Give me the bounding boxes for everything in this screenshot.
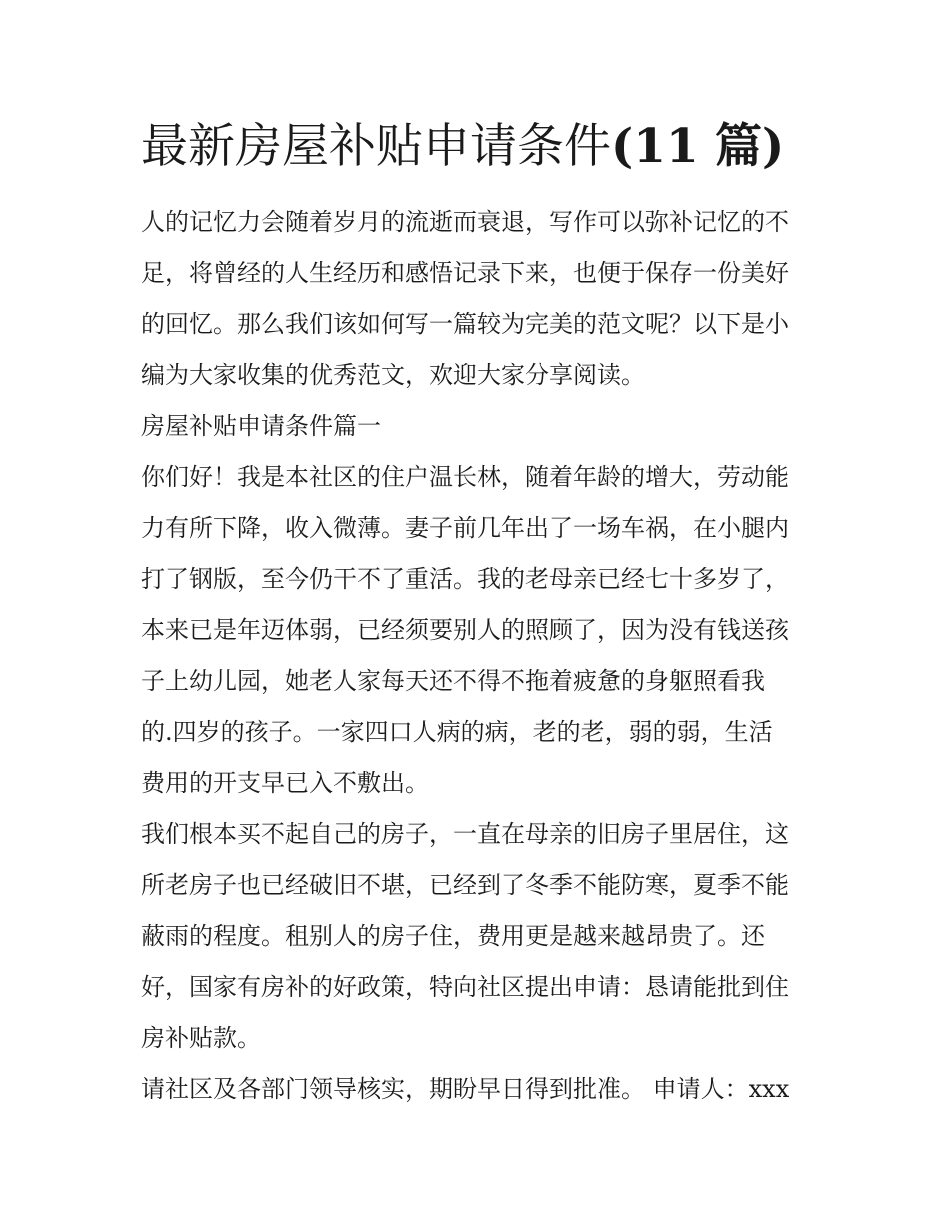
text-line: 本来已是年迈体弱，已经须要别人的照顾了，因为没有钱送孩: [141, 616, 789, 644]
text-line: 我们根本买不起自己的房子，一直在母亲的旧房子里居住，这: [141, 820, 789, 848]
text-line: 费用的开支早已入不敷出。: [141, 769, 429, 797]
document-body: [141, 197, 813, 1115]
body-paragraph: [141, 809, 813, 1064]
intro-paragraph: [141, 197, 813, 401]
text-line: 你们好！我是本社区的住户温长林，随着年龄的增大，劳动能: [141, 463, 789, 491]
closing-paragraph: [141, 1064, 813, 1115]
text-line: 好，国家有房补的好政策，特向社区提出申请：恳请能批到住: [141, 973, 789, 1001]
section-heading: [141, 401, 813, 452]
text-line: 房屋补贴申请条件篇一: [141, 412, 381, 440]
text-line: 人的记忆力会随着岁月的流逝而衰退，写作可以弥补记忆的不: [141, 208, 789, 236]
text-line: 子上幼儿园，她老人家每天还不得不拖着疲惫的身躯照看我: [141, 667, 765, 695]
text-line: 蔽雨的程度。租别人的房子住，费用更是越来越昂贵了。还: [141, 922, 765, 950]
document-content: [141, 112, 813, 1115]
text-line: 所老房子也已经破旧不堪，已经到了冬季不能防寒，夏季不能: [141, 871, 789, 899]
text-line: 打了钢版，至今仍干不了重活。我的老母亲已经七十多岁了，: [141, 565, 789, 593]
text-line: 请社区及各部门领导核实，期盼早日得到批准。 申请人：xxx: [141, 1075, 790, 1103]
text-line: 的回忆。那么我们该如何写一篇较为完美的范文呢？以下是小: [141, 310, 789, 338]
title-main: 最新房屋补贴申请条件: [141, 119, 611, 174]
text-line: 房补贴款。: [141, 1024, 261, 1052]
text-line: 编为大家收集的优秀范文，欢迎大家分享阅读。: [141, 361, 645, 389]
text-line: 的.四岁的孩子。一家四口人病的病，老的老，弱的弱，生活: [141, 718, 773, 746]
body-paragraph: [141, 452, 813, 809]
document-title: [141, 112, 813, 182]
text-line: 足，将曾经的人生经历和感悟记录下来，也便于保存一份美好: [141, 259, 789, 287]
title-count: (11 篇): [611, 119, 785, 174]
text-line: 力有所下降，收入微薄。妻子前几年出了一场车祸，在小腿内: [141, 514, 789, 542]
